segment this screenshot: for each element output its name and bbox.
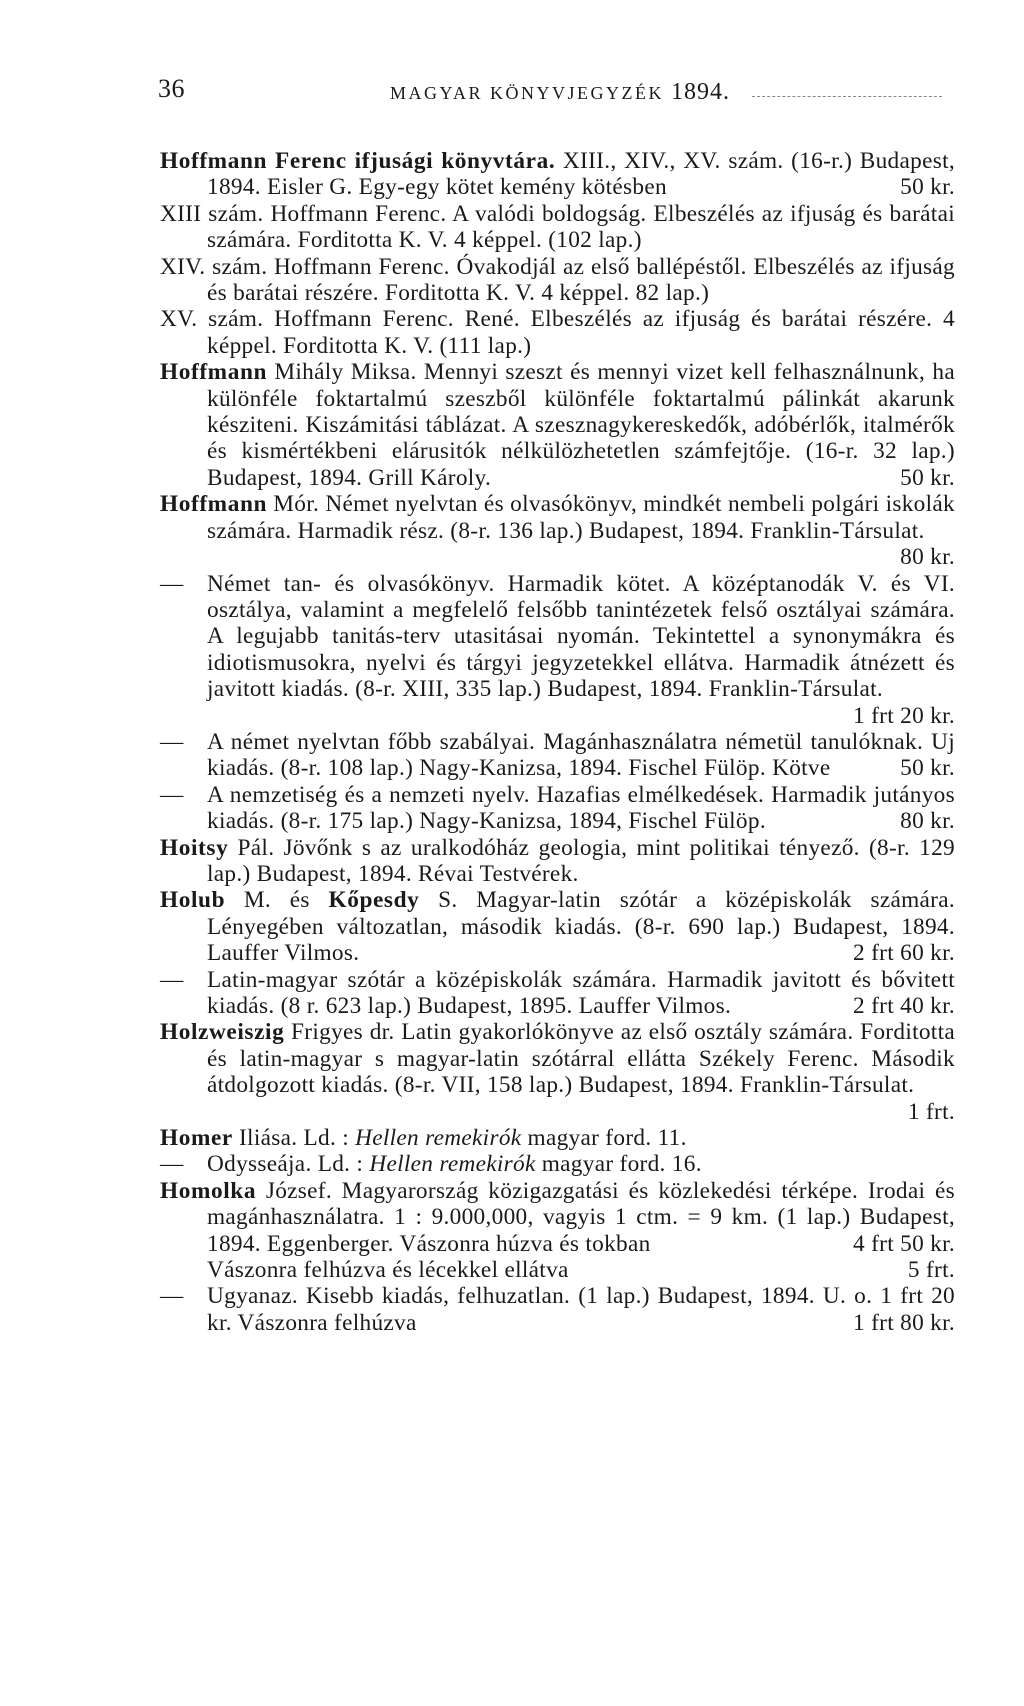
entry-text: XIV. szám. Hoffmann Ferenc. Óvakodjál az első ballépéstől. Elbeszélés az ifjuság és barátai részére. Forditotta K. V. 4 képpel. 82 lap.) [160, 253, 955, 307]
entry-price: 4 frt 50 kr. [853, 1230, 955, 1257]
entry-text: S. Magyar-latin szótár a középiskolák számára. Lényegében változatlan, második kiadás. (8-r. 690 lap.) Budapest, 1894. Lauffer Vilmos. [207, 887, 955, 967]
entry-author: Holzweiszig [160, 1019, 285, 1046]
entry-text: Iliása. Ld. : [232, 1125, 356, 1152]
ditto-dash: — [160, 781, 184, 808]
entry-price: 50 kr. [900, 174, 955, 201]
catalog-entries [160, 148, 955, 1336]
catalog-entry [160, 729, 955, 782]
series-title: Hellen remekirók [355, 1125, 522, 1152]
page-number: 36 [158, 74, 185, 103]
entry-text: Ugyanaz. Kisebb kiadás, felhuzatlan. (1 lap.) Budapest, 1894. U. o. 1 frt 20 kr. Vászonra felhúzva [207, 1283, 955, 1336]
catalog-entry [160, 887, 955, 966]
catalog-entry [160, 491, 955, 570]
catalog-entry [160, 967, 955, 1020]
entry-author: Hoffmann [160, 491, 268, 518]
catalog-entry [160, 1125, 955, 1151]
entry-text: Német tan- és olvasókönyv. Harmadik kötet. A középtanodák V. és VI. osztálya, valamint a megfelelő felsőbb tanintézetek felső osztályai számára. A legujabb tanitás-terv utasitásai nyomán. Tekintettel a synonymákra és idiotismusokra, nyelvi és tárgyi jegyzetekkel ellátva. Harmadik átnézett és javitott kiadás. (8-r. XIII, 335 lap.) Budapest, 1894. Franklin-Társulat. [207, 570, 955, 703]
entry-author: Homer [160, 1125, 233, 1152]
catalog-entry [160, 201, 955, 254]
entry-author: Hoitsy [160, 834, 229, 861]
running-title: MAGYAR KÖNYVJEGYZÉK 1894. [390, 79, 730, 105]
entry-price: 80 kr. [900, 808, 955, 835]
entry-price: 1 frt. [907, 1098, 955, 1125]
entry-author: Holub [160, 887, 226, 914]
catalog-entry [160, 835, 955, 888]
ditto-dash: — [160, 728, 184, 755]
entry-text: XV. szám. Hoffmann Ferenc. René. Elbeszélés az ifjuság és barátai részére. 4 képpel. Forditotta K. V. (111 lap.) [160, 306, 955, 359]
catalog-entry [160, 1019, 955, 1125]
entry-author: Hoffmann Ferenc ifjusági könyvtára. [160, 148, 556, 174]
entry-text: Mór. Német nyelvtan és olvasókönyv, mindkét nembeli polgári iskolák számára. Harmadik rész. (8-r. 136 lap.) Budapest, 1894. Franklin-Társulat. [207, 491, 955, 544]
series-title: Hellen remekirók [369, 1151, 536, 1178]
catalog-entry [160, 1257, 955, 1283]
entry-text: Mihály Miksa. Mennyi szeszt és mennyi vizet kell felhasználnunk, ha különféle foktartalmú szeszből különféle foktartalmú pálinkát akarunk késziteni. Kiszámitási táblázat. A szesznagykereskedők, adóbérlők, italmérők és kismértékbeni elárusitók nélkülözhetetlen számfejtője. (16-r. 32 lap.) Budapest, 1894. Grill Károly. [207, 359, 955, 491]
entry-text: magyar ford. 16. [535, 1151, 702, 1178]
entry-author: Hoffmann [160, 359, 268, 386]
entry-author: Homolka [160, 1177, 257, 1204]
entry-text: A nemzetiség és a nemzeti nyelv. Hazafias elmélkedések. Harmadik jutányos kiadás. (8-r. 175 lap.) Nagy-Kanizsa, 1894, Fischel Fülöp. [207, 781, 955, 835]
entry-text: magyar ford. 11. [521, 1125, 687, 1152]
catalog-entry [160, 1151, 955, 1177]
entry-price: 80 kr. [900, 544, 955, 571]
catalog-entry [160, 1178, 955, 1257]
entry-text: XIII., XIV., XV. szám. (16-r.) Budapest, 1894. Eisler G. Egy-egy kötet kemény kötésben [207, 148, 955, 201]
entry-price: 2 frt 40 kr. [853, 993, 955, 1019]
entry-price: 1 frt 80 kr. [853, 1309, 955, 1336]
catalog-entry [160, 148, 955, 201]
entry-text: Frigyes dr. Latin gyakorlókönyve az első osztály számára. Forditotta és latin-magyar s magyar-latin szótárral ellátta Székely Ferenc. Második átdolgozott kiadás. (8-r. VII, 158 lap.) Budapest, 1894. Franklin-Társulat. [207, 1019, 955, 1099]
catalog-entry [160, 571, 955, 729]
entry-price: 2 frt 60 kr. [853, 940, 955, 967]
catalog-entry [160, 254, 955, 307]
ditto-dash: — [160, 570, 184, 597]
entry-text: József. Magyarország közigazgatási és közlekedési térképe. Irodai és magánhasználatra. 1 : 9.000,000, vagyis 1 ctm. = 9 km. (1 lap.) Budapest, 1894. Eggenberger. Vászonra húzva és tokban [207, 1177, 955, 1257]
running-title-year: 1894. [671, 79, 730, 105]
entry-text: Latin-magyar szótár a középiskolák számára. Harmadik javitott és bővitett kiadás. (8 r. 623 lap.) Budapest, 1895. Lauffer Vilmos. [207, 966, 955, 1019]
catalog-entry [160, 782, 955, 835]
catalog-entry [160, 306, 955, 359]
catalog-entry [160, 1283, 955, 1336]
entry-price: 50 kr. [900, 755, 955, 782]
page-header [0, 74, 1024, 108]
entry-text: XIII szám. Hoffmann Ferenc. A valódi boldogság. Elbeszélés az ifjuság és barátai számára. Forditotta K. V. 4 képpel. (102 lap.) [160, 200, 955, 254]
entry-text: A német nyelvtan főbb szabályai. Magánhasználatra németül tanulóknak. Uj kiadás. (8-r. 108 lap.) Nagy-Kanizsa, 1894. Fischel Fülöp. Kötve [207, 728, 955, 782]
entry-price: 5 frt. [907, 1257, 955, 1284]
entry-text: M. és [225, 887, 329, 914]
entry-coauthor: Kőpesdy [328, 887, 420, 914]
header-rule [752, 96, 942, 97]
entry-price: 50 kr. [900, 464, 955, 491]
entry-text: Vászonra felhúzva és lécekkel ellátva [207, 1257, 569, 1284]
ditto-dash: — [160, 1283, 184, 1310]
entry-text: Pál. Jövőnk s az uralkodóház geologia, mint politikai tényező. (8-r. 129 lap.) Budapest, 1894. Révai Testvérek. [207, 834, 955, 887]
entry-price: 1 frt 20 kr. [853, 702, 955, 729]
ditto-dash: — [160, 1151, 184, 1178]
entry-text: Odysseája. Ld. : [207, 1151, 370, 1178]
ditto-dash: — [160, 966, 184, 993]
catalog-entry [160, 359, 955, 491]
